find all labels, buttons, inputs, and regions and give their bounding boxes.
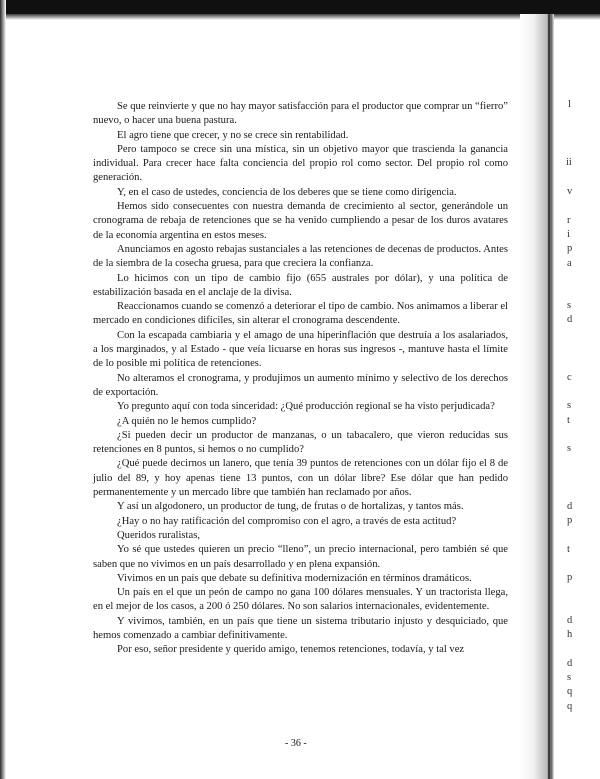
next-page-fragment: l — [568, 99, 571, 110]
next-page-fragment: ii — [566, 157, 572, 168]
scan-left-edge — [0, 0, 6, 779]
paragraph: Y vivimos, también, en un país que tiene un sistema tributario injusto y desquiciado, que hemos comenzado a cambiar definitivamente. — [93, 615, 508, 641]
next-page-fragment: d — [567, 658, 573, 669]
next-page-fragment: r — [567, 215, 571, 226]
paragraph: Se que reinvierte y que no hay mayor satisfacción para el productor que comprar un “fierro” nuevo, o hacer una buena pastura. — [93, 101, 508, 127]
next-page-fragment: s — [567, 672, 572, 683]
paragraph: Un país en el que un peón de campo no gana 100 dólares mensuales. Y un tractorista llega, en el mejor de los casos, a 200 ó 250 dólares. No son salarios internacionales, evidentemente. — [93, 587, 508, 613]
next-page-fragment: d — [567, 501, 573, 512]
paragraph: Con la escapada cambiaria y el amago de una hiperinflación que destruía a los asalariados, a los marginados, y al Estado - que veía licuarse en horas sus ingresos -, mantuve hasta el límite de lo posible mi política de retenciones. — [93, 329, 508, 370]
paragraph: Yo sé que ustedes quieren un precio “lleno”, un precio internacional, pero también sé que saben que no vivimos en un país desarrollado y en plena expansión. — [93, 544, 508, 570]
paragraph: Yo pregunto aquí con toda sinceridad: ¿Qué producción regional se ha visto perjudicada? — [117, 401, 495, 413]
next-page-fragment: d — [567, 314, 573, 325]
next-page-fragment: d — [567, 615, 573, 626]
next-page-fragment: h — [567, 629, 573, 640]
paragraph: El agro tiene que crecer, y no se crece sin rentabilidad. — [117, 129, 349, 141]
next-page-fragment: q — [567, 686, 573, 697]
next-page-fragment: s — [567, 443, 572, 454]
paragraph: Reaccionamos cuando se comenzó a deteriorar el tipo de cambio. Nos animamos a liberar el mercado en condiciones difíciles, sin alterar el cronograma descendente. — [93, 301, 508, 327]
paragraph: Vivimos en un país que debate su definitiva modernización en términos dramáticos. — [117, 572, 472, 584]
scan-top-shadow — [0, 14, 600, 20]
next-page-fragment: t — [567, 544, 570, 555]
paragraph: No alteramos el cronograma, y produjimos un aumento mínimo y selectivo de los derechos de exportación. — [93, 372, 508, 398]
paragraph: ¿Si pueden decir un productor de manzanas, o un tabacalero, que vieron reducidas sus retenciones en 8 puntos, si hemos o no cumplido? — [93, 429, 508, 456]
next-page-fragment: p — [567, 243, 573, 254]
paragraph: ¿Qué puede decirnos un lanero, que tenía 39 puntos de retenciones con un dólar fijo el 8 de julio del 89, y hoy apenas tiene 13 puntos, con un dólar libre? Ese dólar que han pedido permanentemente y un mercado libre que también han reclamado por años. — [93, 458, 508, 499]
next-page-fragment: s — [567, 400, 572, 411]
paragraph: Y así un algodonero, un productor de tung, de frutas o de hortalizas, y tantos más. — [117, 501, 464, 513]
next-page-fragment: p — [567, 515, 573, 526]
paragraph: Pero tampoco se crece sin una mística, sin un objetivo mayor que trascienda la ganancia individual. Para crecer hace falta conciencia del propio rol como sector. Del propio rol como generación. — [93, 143, 508, 184]
paragraph: Anunciamos en agosto rebajas sustanciales a las retenciones de decenas de productos. Antes de la siembra de la cosecha gruesa, para que creciera la confianza. — [93, 243, 508, 270]
page-body — [93, 100, 508, 658]
paragraph: Queridos ruralistas, — [117, 529, 200, 541]
next-page-fragment: t — [567, 415, 570, 426]
scan-top-band — [0, 0, 600, 14]
next-page-fragment: p — [567, 572, 573, 583]
paragraph: ¿Hay o no hay ratificación del compromiso con el agro, a través de esta actitud? — [117, 515, 457, 527]
next-page-fragment: c — [567, 372, 572, 383]
paragraph: Por eso, señor presidente y querido amigo, tenemos retenciones, todavía, y tal vez — [117, 644, 465, 656]
next-page-fragment: s — [567, 300, 572, 311]
page-number: - 36 - — [285, 738, 307, 749]
paragraph: Lo hicimos con un tipo de cambio fijo (655 australes por dólar), y una política de estabilización basada en el anclaje de la divisa. — [93, 272, 508, 298]
paragraph: ¿A quién no le hemos cumplido? — [117, 415, 257, 427]
book-binding-line — [548, 14, 550, 779]
next-page-fragment: i — [567, 229, 570, 240]
next-page-fragment: v — [567, 186, 573, 197]
next-page-fragment: a — [567, 258, 572, 269]
paragraph: Hemos sido consecuentes con nuestra demanda de crecimiento al sector, generándole un cronograma de rebaja de retenciones que se ha venido cumpliendo a pesar de los duros avatares de la economía argentina en estos meses. — [93, 201, 508, 241]
paragraph: Y, en el caso de ustedes, conciencia de los deberes que se tiene como dirigencia. — [117, 186, 457, 198]
next-page-fragment: q — [567, 701, 573, 712]
